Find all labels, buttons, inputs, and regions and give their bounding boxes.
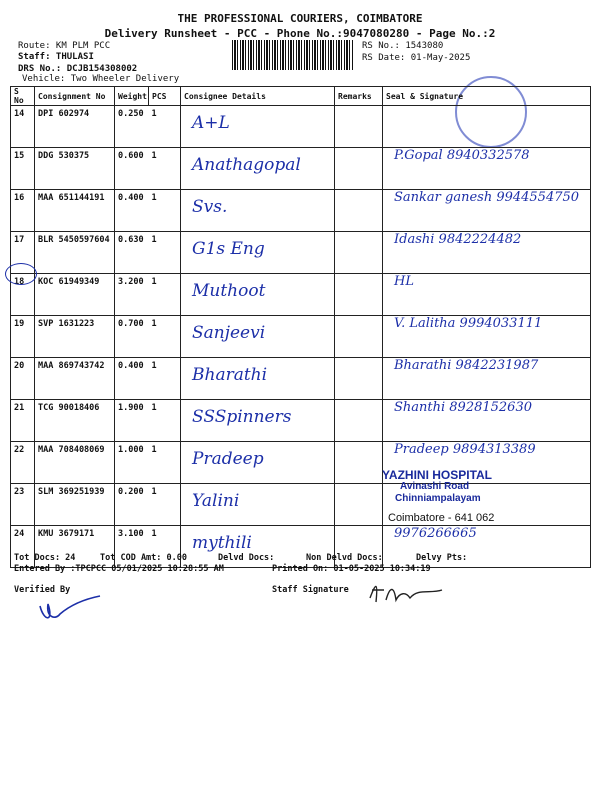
row-remarks (335, 274, 383, 316)
non-delvd-docs: Non Delvd Docs: (306, 553, 383, 563)
handwritten-consignee: Muthoot (192, 281, 266, 301)
row-seal-signature (383, 526, 591, 568)
row-pcs: 1 (149, 106, 181, 148)
verified-by-label: Verified By (14, 585, 71, 595)
handwritten-consignee: G1s Eng (192, 239, 265, 259)
row-weight: 0.700 (115, 316, 149, 358)
handwritten-seal: Sankar ganesh 9944554750 (394, 190, 580, 205)
row-sno: 24 (11, 526, 35, 568)
row-remarks (335, 316, 383, 358)
stamp-line-4: Coimbatore - 641 062 (388, 512, 495, 524)
handwritten-consignee: mythili (192, 533, 252, 553)
row-consignee (181, 442, 335, 484)
row-seal-signature (383, 232, 591, 274)
col-seal: Seal & Signature (383, 87, 591, 106)
row-remarks (335, 190, 383, 232)
stamp-line-3: Chinniampalayam (395, 493, 481, 504)
row-pcs: 1 (149, 484, 181, 526)
row-pcs: 1 (149, 316, 181, 358)
row-consignment-no: MAA 708408069 (35, 442, 115, 484)
row-consignee (181, 358, 335, 400)
row-seal-signature (383, 316, 591, 358)
row-weight: 3.200 (115, 274, 149, 316)
row-remarks (335, 106, 383, 148)
row-weight: 3.100 (115, 526, 149, 568)
table-row (11, 232, 591, 274)
vehicle: Vehicle: Two Wheeler Delivery (22, 74, 180, 84)
handwritten-seal: 9976266665 (394, 526, 477, 541)
row-consignment-no: KOC 61949349 (35, 274, 115, 316)
row-sno: 15 (11, 148, 35, 190)
tot-docs: Tot Docs: 24 (14, 553, 76, 563)
row-seal-signature (383, 400, 591, 442)
delvd-docs: Delvd Docs: (218, 553, 275, 563)
row-seal-signature (383, 148, 591, 190)
row-weight: 0.630 (115, 232, 149, 274)
staff-signature-label: Staff Signature (272, 585, 349, 595)
row-consignment-no: DPI 602974 (35, 106, 115, 148)
table-header-row (11, 87, 591, 106)
row-pcs: 1 (149, 190, 181, 232)
col-remarks: Remarks (335, 87, 383, 106)
row-consignee (181, 190, 335, 232)
table-row (11, 106, 591, 148)
row-sno: 22 (11, 442, 35, 484)
drs-number: DRS No.: DCJB154308002 (18, 64, 138, 74)
table-row (11, 358, 591, 400)
row-sno: 16 (11, 190, 35, 232)
row-seal-signature (383, 106, 591, 148)
row-weight: 1.900 (115, 400, 149, 442)
printed-on: Printed On: 01-05-2025 10:34:19 (272, 564, 431, 574)
col-consignment: Consignment No (35, 87, 115, 106)
row-sno: 18 (11, 274, 35, 316)
row-remarks (335, 358, 383, 400)
row-consignment-no: BLR 5450597604 (35, 232, 115, 274)
row-sno: 20 (11, 358, 35, 400)
row-weight: 1.000 (115, 442, 149, 484)
table-row (11, 148, 591, 190)
row-consignment-no: TCG 90018406 (35, 400, 115, 442)
row-seal-signature (383, 358, 591, 400)
row-sno: 14 (11, 106, 35, 148)
row-weight: 0.600 (115, 148, 149, 190)
row-consignee (181, 232, 335, 274)
handwritten-consignee: A+L (192, 113, 230, 133)
tot-cod-amt: Tot COD Amt: 0.00 (100, 553, 187, 563)
row-pcs: 1 (149, 274, 181, 316)
row-remarks (335, 484, 383, 526)
row-sno: 19 (11, 316, 35, 358)
row-consignment-no: SLM 369251939 (35, 484, 115, 526)
table-row (11, 190, 591, 232)
col-consignee: Consignee Details (181, 87, 335, 106)
handwritten-consignee: SSSpinners (192, 407, 292, 427)
handwritten-seal: HL (394, 274, 414, 289)
rs-date: RS Date: 01-May-2025 (362, 53, 471, 63)
row-consignee (181, 316, 335, 358)
handwritten-consignee: Yalini (192, 491, 240, 511)
row-consignment-no: MAA 651144191 (35, 190, 115, 232)
table-row (11, 400, 591, 442)
row-sno: 23 (11, 484, 35, 526)
col-pcs: PCS (149, 87, 181, 106)
table-row (11, 526, 591, 568)
row-consignee (181, 106, 335, 148)
staff: Staff: THULASI (18, 52, 94, 62)
handwritten-consignee: Pradeep (192, 449, 264, 469)
row-consignee (181, 274, 335, 316)
row-pcs: 1 (149, 148, 181, 190)
company-title: THE PROFESSIONAL COURIERS, COIMBATORE (177, 12, 423, 25)
row-pcs: 1 (149, 526, 181, 568)
rs-number: RS No.: 1543080 (362, 41, 444, 51)
handwritten-seal: Bharathi 9842231987 (394, 358, 539, 373)
handwritten-consignee: Bharathi (192, 365, 268, 385)
route: Route: KM PLM PCC (18, 41, 111, 51)
row-consignee (181, 148, 335, 190)
row-remarks (335, 148, 383, 190)
handwritten-consignee: Anathagopal (192, 155, 301, 175)
handwritten-seal: P.Gopal 8940332578 (394, 148, 530, 163)
row-pcs: 1 (149, 442, 181, 484)
row-remarks (335, 232, 383, 274)
row-pcs: 1 (149, 232, 181, 274)
stamp-line-1: YAZHINI HOSPITAL (382, 468, 493, 482)
row-remarks (335, 400, 383, 442)
runsheet-table (10, 86, 591, 568)
table-row (11, 274, 591, 316)
row-seal-signature (383, 190, 591, 232)
row-sno: 21 (11, 400, 35, 442)
row-pcs: 1 (149, 358, 181, 400)
runsheet-subtitle: Delivery Runsheet - PCC - Phone No.:9047080280 - Page No.:2 (104, 27, 496, 40)
handwritten-seal: Idashi 9842224482 (394, 232, 522, 247)
handwritten-consignee: Svs. (192, 197, 228, 217)
table-row (11, 442, 591, 484)
row-weight: 0.250 (115, 106, 149, 148)
handwritten-consignee: Sanjeevi (192, 323, 266, 343)
staff-signature (366, 578, 446, 608)
row-sno: 17 (11, 232, 35, 274)
row-seal-signature (383, 274, 591, 316)
row-weight: 0.400 (115, 358, 149, 400)
handwritten-seal: Pradeep 9894313389 (394, 442, 536, 457)
barcode (232, 40, 354, 70)
col-sno: S No (11, 87, 35, 106)
verified-signature (34, 592, 104, 628)
col-weight: Weight (115, 87, 149, 106)
row-consignment-no: SVP 1631223 (35, 316, 115, 358)
handwritten-seal: Shanthi 8928152630 (394, 400, 532, 415)
handwritten-seal: V. Lalitha 9994033111 (394, 316, 543, 331)
circle-mark-row-18 (5, 263, 37, 285)
row-consignee (181, 484, 335, 526)
row-weight: 0.200 (115, 484, 149, 526)
table-row (11, 484, 591, 526)
table-row (11, 316, 591, 358)
row-pcs: 1 (149, 400, 181, 442)
row-remarks (335, 442, 383, 484)
stamp-line-2: Avinashi Road (400, 481, 470, 492)
entered-by: Entered By :TPCPCC 05/01/2025 10:28:55 AM (14, 564, 224, 574)
row-consignment-no: DDG 530375 (35, 148, 115, 190)
row-consignee (181, 400, 335, 442)
row-consignment-no: MAA 869743742 (35, 358, 115, 400)
row-consignment-no: KMU 3679171 (35, 526, 115, 568)
delvy-pts: Delvy Pts: (416, 553, 468, 563)
row-weight: 0.400 (115, 190, 149, 232)
